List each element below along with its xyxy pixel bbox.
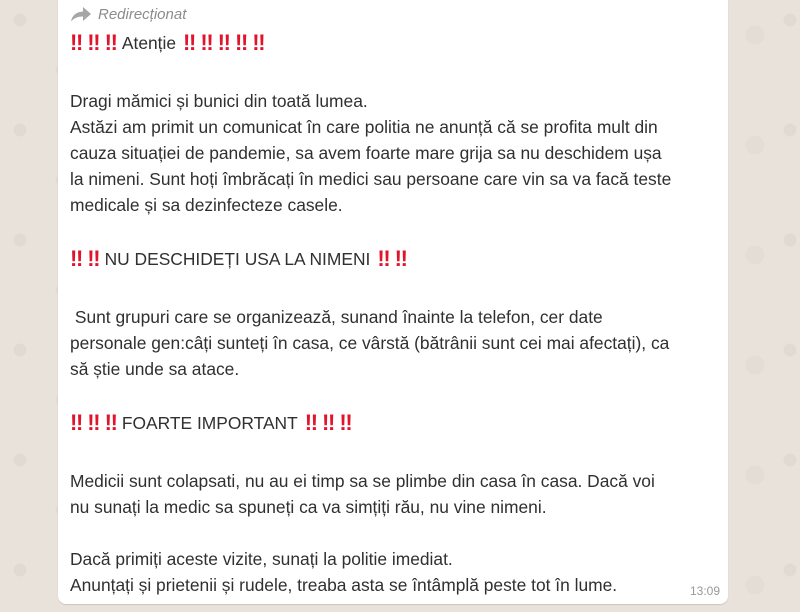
paragraph-3 bbox=[70, 468, 716, 520]
double-exclamation-icon: ‼ bbox=[234, 30, 246, 55]
double-exclamation-icon: ‼ bbox=[304, 410, 316, 435]
alert-heading-2-label: NU DESCHIDEȚI USA LA NIMENI bbox=[104, 248, 371, 269]
double-exclamation-icon: ‼ bbox=[377, 246, 388, 271]
text-line: personale gen:câți sunteți în casa, ce vârstă (bătrânii sunt cei mai afectați), ca bbox=[70, 333, 670, 353]
double-exclamation-icon: ‼ bbox=[87, 30, 98, 55]
double-exclamation-icon: ‼ bbox=[252, 30, 263, 55]
spacer bbox=[70, 58, 716, 84]
spacer bbox=[70, 274, 716, 300]
double-exclamation-icon: ‼ bbox=[200, 30, 211, 55]
text-line: medicale și sa dezinfecteze casele. bbox=[70, 195, 343, 215]
text-line: nu sunați la medic sa spuneți ca va simțiți rău, nu vine nimeni. bbox=[70, 497, 547, 517]
double-exclamation-icon: ‼ bbox=[87, 410, 98, 435]
alert-heading-3 bbox=[70, 408, 716, 438]
spacer bbox=[70, 438, 716, 464]
alert-heading-1-label: Atenție bbox=[121, 32, 177, 53]
double-exclamation-icon: ‼ bbox=[183, 30, 194, 55]
alert-heading-3-label: FOARTE IMPORTANT bbox=[121, 412, 298, 433]
double-exclamation-icon: ‼ bbox=[87, 246, 98, 271]
forwarded-label: Redirecționat bbox=[98, 5, 187, 23]
text-line: să știe unde sa atace. bbox=[70, 359, 240, 379]
paragraph-1 bbox=[70, 88, 716, 218]
forwarded-indicator bbox=[70, 4, 716, 24]
double-exclamation-icon: ‼ bbox=[322, 410, 333, 435]
text-line: Anunțați și prietenii și rudele, treaba asta se întâmplă peste tot în lume. bbox=[70, 575, 618, 595]
spacer bbox=[70, 520, 716, 546]
paragraph-2 bbox=[70, 304, 716, 382]
message-bubble[interactable] bbox=[58, 0, 728, 604]
double-exclamation-icon: ‼ bbox=[104, 30, 115, 55]
double-exclamation-icon: ‼ bbox=[70, 410, 81, 435]
text-line: Dragi mămici și bunici din toată lumea. bbox=[70, 91, 368, 111]
text-line: la nimeni. Sunt hoți îmbrăcați în medici sau persoane care vin sa va facă teste bbox=[70, 169, 672, 189]
double-exclamation-icon: ‼ bbox=[70, 30, 81, 55]
spacer bbox=[70, 218, 716, 244]
text-line: Medicii sunt colapsati, nu au ei timp sa se plimbe din casa în casa. Dacă voi bbox=[70, 471, 655, 491]
text-line: Dacă primiți aceste vizite, sunați la politie imediat. bbox=[70, 549, 453, 569]
double-exclamation-icon: ‼ bbox=[104, 410, 115, 435]
double-exclamation-icon: ‼ bbox=[217, 30, 228, 55]
alert-heading-2 bbox=[70, 244, 716, 274]
text-line: Sunt grupuri care se organizează, sunand înainte la telefon, cer date bbox=[70, 307, 603, 327]
forward-arrow-icon bbox=[70, 6, 92, 22]
spacer bbox=[70, 382, 716, 408]
message-timestamp: 13:09 bbox=[689, 584, 720, 598]
double-exclamation-icon: ‼ bbox=[394, 246, 405, 271]
text-line: Astăzi am primit un comunicat în care politia ne anunță că se profita mult din bbox=[70, 117, 658, 137]
double-exclamation-icon: ‼ bbox=[70, 246, 81, 271]
double-exclamation-icon: ‼ bbox=[339, 410, 350, 435]
text-line: cauza situației de pandemie, sa avem foarte mare grija sa nu deschidem ușa bbox=[70, 143, 662, 163]
alert-heading-1 bbox=[70, 28, 716, 58]
paragraph-4 bbox=[70, 546, 716, 598]
